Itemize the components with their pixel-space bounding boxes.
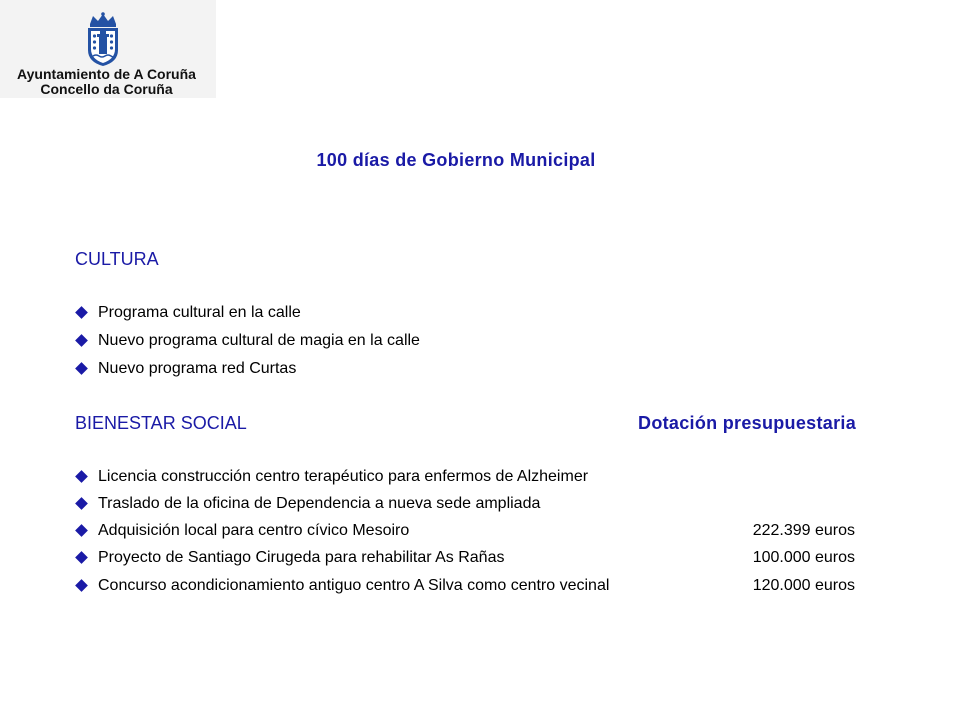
logo-line-2: Concello da Coruña xyxy=(40,81,173,97)
item-amount: 100.000 euros xyxy=(752,549,855,566)
list-item-text: Concurso acondicionamiento antiguo centro A Silva como centro vecinal xyxy=(98,577,610,594)
cultura-heading: CULTURA xyxy=(75,249,159,269)
item-amount: 222.399 euros xyxy=(752,522,855,539)
logo-line-1: Ayuntamiento de A Coruña xyxy=(17,66,196,82)
list-item-text: Programa cultural en la calle xyxy=(98,304,301,321)
item-amount: 120.000 euros xyxy=(752,577,855,594)
list-item xyxy=(75,303,301,323)
list-item-text: Adquisición local para centro cívico Mesoiro xyxy=(98,522,410,539)
diamond-bullet-icon xyxy=(75,524,88,537)
list-item-text: Nuevo programa red Curtas xyxy=(98,360,297,377)
list-item xyxy=(75,467,588,487)
list-item-text: Licencia construcción centro terapéutico para enfermos de Alzheimer xyxy=(98,468,589,485)
diamond-bullet-icon xyxy=(75,470,88,483)
logo xyxy=(0,0,216,98)
list-item xyxy=(75,494,540,514)
budget-heading: Dotación presupuestaria xyxy=(638,413,856,433)
list-item xyxy=(75,548,504,568)
list-item xyxy=(75,359,296,379)
diamond-bullet-icon xyxy=(75,306,88,319)
diamond-bullet-icon xyxy=(75,579,88,592)
list-item-text: Traslado de la oficina de Dependencia a nueva sede ampliada xyxy=(98,495,541,512)
list-item-text: Proyecto de Santiago Cirugeda para rehabilitar As Rañas xyxy=(98,549,505,566)
coat-of-arms-icon xyxy=(78,12,128,67)
diamond-bullet-icon xyxy=(75,362,88,375)
page-title: 100 días de Gobierno Municipal xyxy=(316,150,596,170)
diamond-bullet-icon xyxy=(75,497,88,510)
list-item xyxy=(75,331,420,351)
list-item xyxy=(75,576,609,596)
diamond-bullet-icon xyxy=(75,334,88,347)
list-item xyxy=(75,521,409,541)
list-item-text: Nuevo programa cultural de magia en la calle xyxy=(98,332,420,349)
diamond-bullet-icon xyxy=(75,551,88,564)
bienestar-heading: BIENESTAR SOCIAL xyxy=(75,413,247,433)
